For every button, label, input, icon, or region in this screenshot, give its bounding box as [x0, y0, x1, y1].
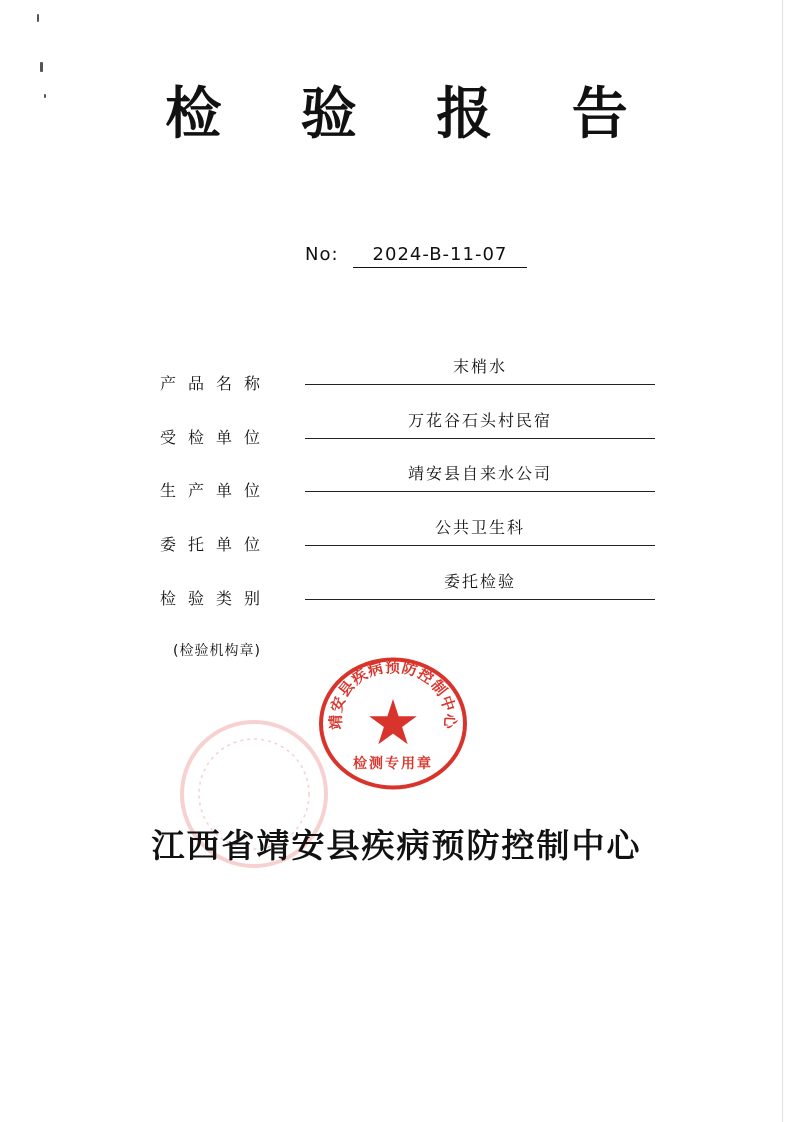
scan-artifact	[40, 62, 43, 72]
field-value: 靖安县自来水公司	[305, 463, 655, 492]
field-row-production-unit	[160, 463, 655, 503]
field-label: 产品名称	[160, 374, 273, 393]
field-row-inspection-type	[160, 571, 655, 611]
report-number	[305, 244, 527, 268]
seal-star-icon	[369, 699, 417, 744]
field-label: 生产单位	[160, 481, 273, 500]
seal-note: (检验机构章)	[173, 643, 261, 659]
field-label: 委托单位	[160, 535, 273, 554]
scan-artifact	[37, 14, 39, 22]
field-label: 受检单位	[160, 428, 273, 447]
field-row-product-name	[160, 356, 655, 396]
inspection-seal-stamp	[318, 656, 468, 791]
seal-arc-text: 靖安县疾病预防控制中心	[326, 657, 460, 731]
field-label: 检验类别	[160, 589, 273, 608]
report-title: 检 验 报 告	[165, 82, 658, 147]
field-value: 公共卫生科	[305, 517, 655, 546]
field-row-inspected-unit	[160, 410, 655, 450]
field-value: 万花谷石头村民宿	[305, 410, 655, 439]
seal-bottom-text: 检测专用章	[353, 756, 433, 772]
field-value: 末梢水	[305, 356, 655, 385]
field-row-entrusting-unit	[160, 517, 655, 557]
report-number-prefix: No:	[305, 244, 339, 265]
field-value: 委托检验	[305, 571, 655, 600]
page-edge-line	[782, 0, 783, 1122]
report-number-value: 2024-B-11-07	[353, 244, 528, 268]
organization-name: 江西省靖安县疾病预防控制中心	[151, 826, 642, 865]
